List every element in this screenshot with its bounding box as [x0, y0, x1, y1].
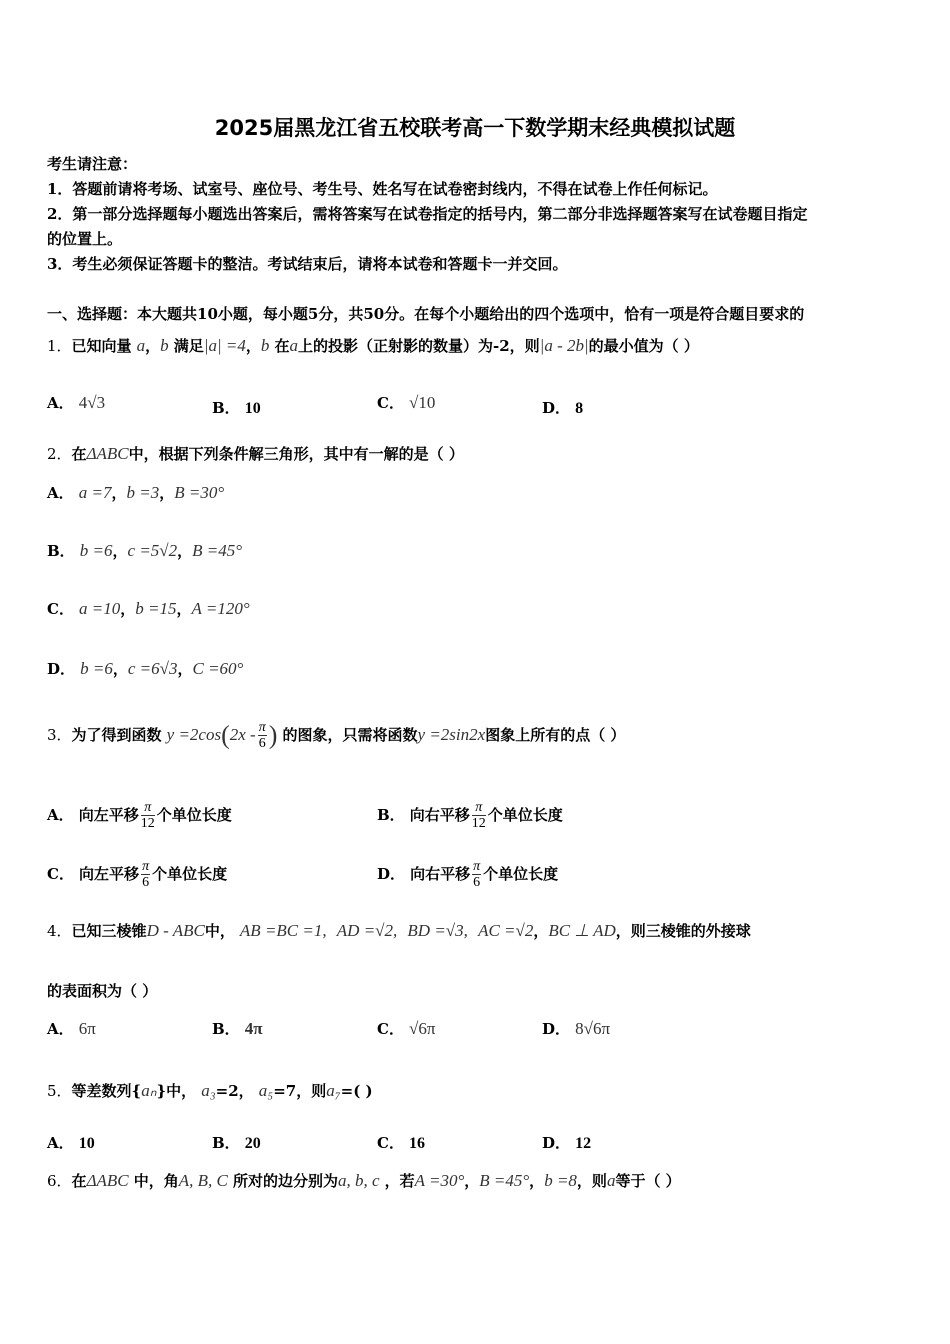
- q1-option-a[interactable]: A． 4√3: [47, 393, 106, 412]
- q1-option-d[interactable]: D． 8: [542, 399, 584, 417]
- q3-option-b[interactable]: B． 向右平移 $\frac{\pi}{12}$ 个单位长度: [377, 800, 563, 831]
- question-6: 6．在ΔABC 中，角A, B, C 所对的边分别为a, b, c ，若A =30°，B =45°，b =8，则a等于（ ）: [47, 1171, 681, 1190]
- q3-option-a[interactable]: A． 向左平移 $\frac{\pi}{12}$ 个单位长度: [47, 800, 232, 831]
- section-header: 一、选择题：本大题共10小题，每小题5分，共50分。在每个小题给出的四个选项中，恰有一项是符合题目要求的: [47, 305, 805, 323]
- question-3: 3．为了得到函数 y =2cos(2x - $\frac{\pi}{6}$ ) 的图象，只需将函数y =2sin2x图象上所有的点（ ）: [47, 720, 626, 751]
- question-number: 4．: [47, 922, 72, 940]
- q2-option-d[interactable]: D． b =6，c =6√3，C =60°: [47, 659, 244, 678]
- question-2: 2．在ΔABC中，根据下列条件解三角形，其中有一解的是（ ）: [47, 444, 464, 463]
- notice-item-1: 1．答题前请将考场、试室号、座位号、考生号、姓名写在试卷密封线内，不得在试卷上作任何标记。: [47, 180, 718, 198]
- question-number: 6．: [47, 1172, 72, 1190]
- notice-item-2-cont: 的位置上。: [47, 230, 123, 248]
- q4-option-d[interactable]: D． 8√6π: [542, 1019, 611, 1038]
- question-4-cont: 的表面积为（ ）: [47, 982, 158, 1000]
- notice-heading: 考生请注意：: [47, 155, 138, 173]
- q5-option-d[interactable]: D． 12: [542, 1134, 592, 1152]
- q2-option-a[interactable]: A． a =7，b =3，B =30°: [47, 483, 225, 502]
- q3-option-c[interactable]: C． 向左平移 $\frac{\pi}{6}$ 个单位长度: [47, 859, 228, 890]
- q5-option-c[interactable]: C． 16: [377, 1134, 426, 1152]
- q4-option-a[interactable]: A． 6π: [47, 1019, 96, 1038]
- q2-option-b[interactable]: B． b =6，c =5√2，B =45°: [47, 541, 243, 560]
- question-number: 5．: [47, 1082, 72, 1100]
- q3-option-d[interactable]: D． 向右平移 $\frac{\pi}{6}$ 个单位长度: [377, 859, 559, 890]
- q5-option-a[interactable]: A． 10: [47, 1134, 95, 1152]
- page-title: 2025届黑龙江省五校联考高一下数学期末经典模拟试题: [214, 116, 736, 140]
- notice-item-2: 2．第一部分选择题每小题选出答案后，需将答案写在试卷指定的括号内，第二部分非选择题答案写在试卷题目指定: [47, 205, 808, 223]
- notice-item-3: 3．考生必须保证答题卡的整洁。考试结束后，请将本试卷和答题卡一并交回。: [47, 255, 568, 273]
- question-5: 5．等差数列{aₙ}中， a₃=2， a₅=7，则a₇=( ): [47, 1081, 373, 1100]
- question-number: 1．: [47, 337, 72, 355]
- question-1: 1．已知向量 a，b 满足|a| =4，b 在a上的投影（正射影的数量）为-2，则|a - 2b|的最小值为（ ）: [47, 336, 699, 355]
- question-number: 2．: [47, 445, 72, 463]
- q1-option-c[interactable]: C． √10: [377, 393, 436, 412]
- q5-option-b[interactable]: B． 20: [212, 1134, 261, 1152]
- question-number: 3．: [47, 726, 72, 744]
- q4-option-b[interactable]: B． 4π: [212, 1019, 263, 1038]
- q2-option-c[interactable]: C． a =10，b =15，A =120°: [47, 599, 250, 618]
- q4-option-c[interactable]: C． √6π: [377, 1019, 436, 1038]
- q1-option-b[interactable]: B． 10: [212, 399, 261, 417]
- question-4: 4．已知三棱锥D - ABC中， AB =BC =1, AD =√2, BD =√3, AC =√2，BC ⊥ AD，则三棱锥的外接球: [47, 921, 751, 940]
